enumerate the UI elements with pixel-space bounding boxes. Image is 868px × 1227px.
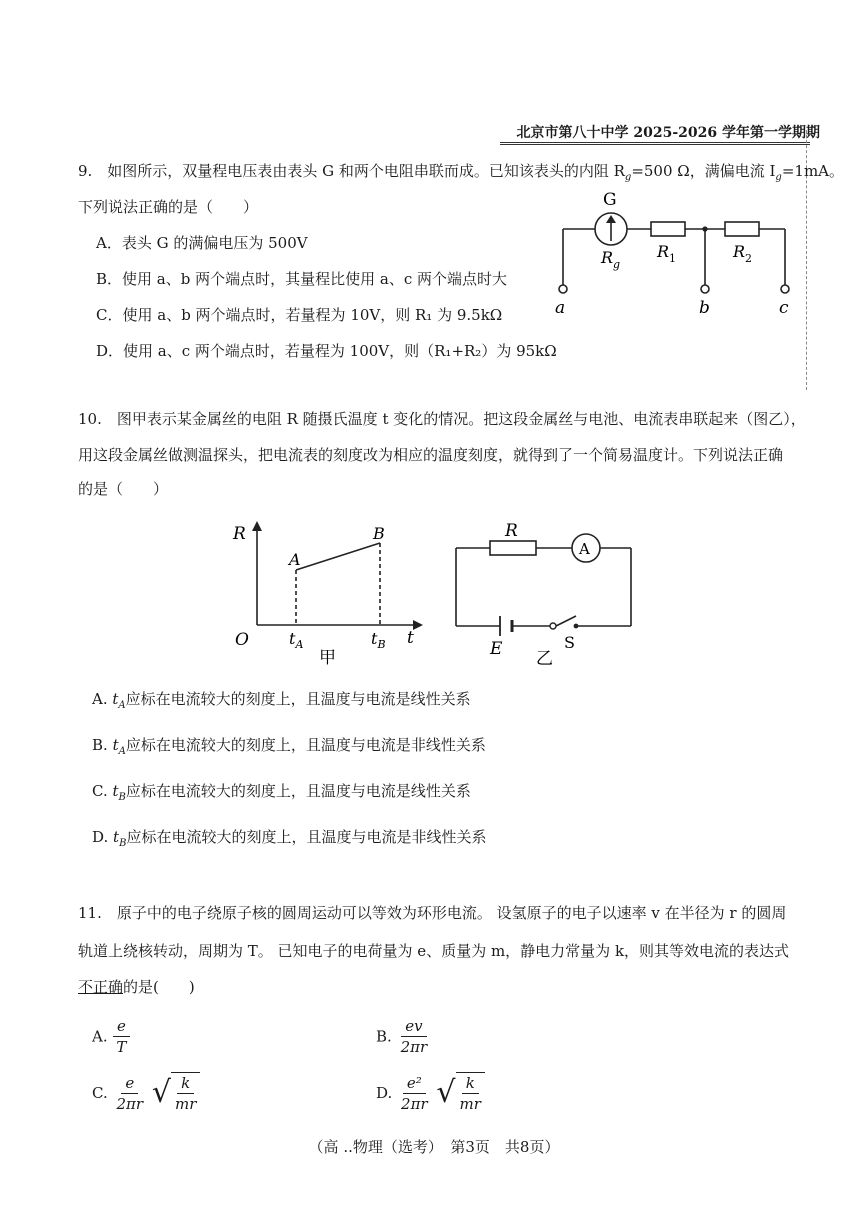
- terminal-b-label: b: [699, 298, 710, 318]
- q10-circuit-yi: [448, 518, 643, 668]
- resistor-r: [490, 541, 536, 555]
- q9-stem-line2: 下列说法正确的是（ ）: [78, 198, 259, 216]
- r1-label-sub: 1: [669, 252, 677, 265]
- q11-option-a: A. $\frac{e}{T}$: [92, 1016, 130, 1057]
- tb-label: t: [371, 629, 378, 648]
- q9-rg-val: =500 Ω，满偏电流 I: [631, 162, 776, 180]
- q10-option-d: D. $t_B$应标在电流较大的刻度上，且温度与电流是非线性关系: [92, 828, 487, 849]
- r2-resistor: [725, 222, 759, 236]
- sqrt-sign-icon: √: [151, 1075, 171, 1110]
- q10-option-b: B. $t_A$应标在电流较大的刻度上，且温度与电流是非线性关系: [92, 736, 486, 757]
- q9-option-b: B．使用 a、b 两个端点时，其量程比使用 a、c 两个端点时大: [96, 270, 507, 288]
- resistance-line: [296, 543, 380, 570]
- page-header: 北京市第八十中学 2025-2026 学年第一学期期: [516, 125, 820, 141]
- q11-option-d: D. $\frac{\text{e²}}{2\pi r}$ √ $\frac{k}{mr}$: [376, 1072, 485, 1114]
- q9-rg-sub: g: [624, 172, 632, 183]
- ta-label: t: [289, 629, 296, 648]
- q9-option-c: C．使用 a、b 两个端点时，若量程为 10V，则 R₁ 为 9.5kΩ: [96, 306, 503, 324]
- point-a-label: A: [289, 550, 301, 569]
- ammeter-label: A: [579, 540, 590, 558]
- q9-ig-val: =1mA。: [781, 162, 844, 180]
- terminal-c-label: c: [779, 298, 789, 318]
- formula-fraction: $\frac{e}{T}$: [112, 1016, 130, 1057]
- q9-stem-text: 9. 如图所示，双量程电压表由表头 G 和两个电阻串联而成。已知该表头的内阻 R: [78, 162, 625, 180]
- g-label: G: [603, 190, 617, 210]
- svg-text:tA: [289, 629, 303, 651]
- sqrt-radical: √ $\frac{k}{mr}$: [152, 1072, 201, 1114]
- q9-option-a: A．表头 G 的满偏电压为 500V: [96, 234, 308, 252]
- rg-label-sub: g: [613, 258, 621, 271]
- switch-s: [556, 616, 576, 626]
- graph-ylabel: R: [233, 524, 246, 544]
- circuit-caption: 乙: [536, 649, 553, 668]
- ta-label-sub: A: [295, 638, 304, 651]
- r2-label-sub: 2: [745, 252, 753, 265]
- q11-option-b: B. $\frac{ev}{2\pi r}$: [376, 1016, 431, 1057]
- terminal-a-label: a: [555, 298, 566, 318]
- graph-origin: O: [235, 630, 249, 650]
- switch-s-label: S: [564, 633, 575, 652]
- svg-text:tB: [371, 629, 386, 651]
- svg-text:R1: [656, 242, 676, 265]
- q9-ig-sub: g: [775, 172, 782, 183]
- q9-circuit-diagram: [545, 185, 805, 325]
- q10-option-c: C. $t_B$应标在电流较大的刻度上，且温度与电流是线性关系: [92, 782, 471, 803]
- tb-label-sub: B: [377, 638, 386, 651]
- option-var: t: [112, 690, 119, 708]
- graph-caption: 甲: [319, 648, 336, 668]
- point-b-label: B: [373, 524, 385, 543]
- graph-xlabel: t: [407, 628, 414, 648]
- r2-label: R: [733, 242, 746, 261]
- battery-e-label: E: [490, 639, 503, 659]
- svg-text:Rg: [600, 248, 620, 271]
- page-footer: （高 ..物理（选考） 第3页 共8页）: [308, 1138, 560, 1156]
- q11-option-c: C. $\frac{e}{2\pi r}$ √ $\frac{k}{mr}$: [92, 1072, 200, 1114]
- q10-stem-line2: 用这段金属丝做测温探头，把电流表的刻度改为相应的温度刻度，就得到了一个简易温度计。下列说法正确: [78, 446, 784, 464]
- q9-stem-line1: [78, 160, 844, 183]
- sqrt-radical: √ $\frac{k}{mr}$: [436, 1072, 485, 1114]
- q10-stem-line1: 10. 图甲表示某金属丝的电阻 R 随摄氏温度 t 变化的情况。把这段金属丝与电池、电流表串联起来（图乙），: [78, 410, 806, 428]
- formula-fraction: $\frac{\text{e²}}{2\pi r}$: [401, 1073, 428, 1113]
- rg-label: R: [601, 248, 614, 267]
- q11-not-correct-emphasis: 不正确: [78, 978, 124, 996]
- q11-stem-line1: 11. 原子中的电子绕原子核的圆周运动可以等效为环形电流。 设氢原子的电子以速率 v 在半径为 r 的圆周: [78, 904, 787, 922]
- q11-stem-line2: 轨道上绕核转动，周期为 T。 已知电子的电荷量为 e、质量为 m，静电力常量为 k，则其等效电流的表达式: [78, 942, 790, 960]
- svg-text:R2: [732, 242, 752, 265]
- sqrt-sign-icon: √: [436, 1075, 456, 1110]
- q10-option-a: A. $t_A$应标在电流较大的刻度上，且温度与电流是线性关系: [92, 690, 471, 711]
- resistor-r-label: R: [505, 521, 518, 541]
- formula-fraction: $\frac{e}{2\pi r}$: [116, 1073, 144, 1113]
- formula-fraction: $\frac{ev}{2\pi r}$: [400, 1017, 428, 1056]
- r1-resistor: [651, 222, 685, 236]
- r1-label: R: [657, 242, 670, 261]
- q9-option-d: D．使用 a、c 两个端点时，若量程为 100V，则（R₁+R₂）为 95kΩ: [96, 342, 557, 360]
- q10-graph-jia: [225, 515, 435, 670]
- header-rule: [500, 142, 810, 145]
- q10-stem-line3: 的是（ ）: [78, 480, 169, 498]
- q11-stem-line3: 不正确的是( ): [78, 978, 195, 996]
